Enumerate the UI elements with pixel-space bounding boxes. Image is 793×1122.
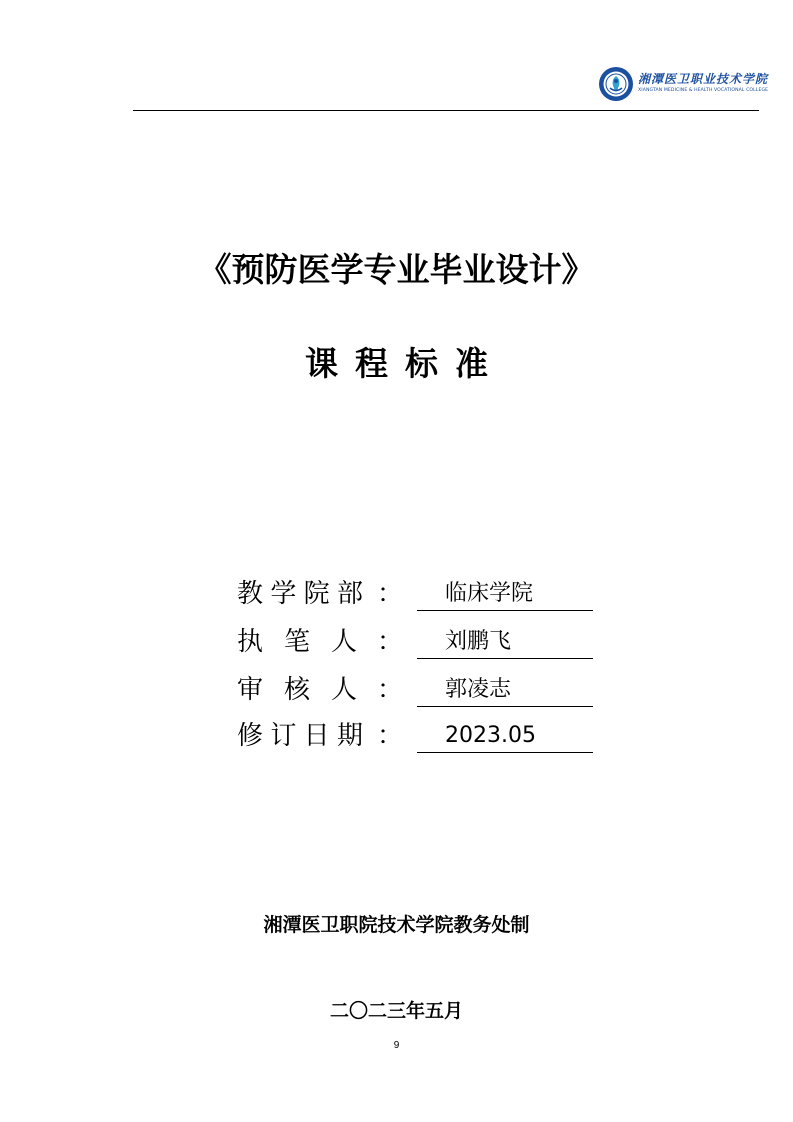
info-label-char: 院: [303, 579, 330, 609]
info-label: [237, 720, 363, 752]
info-value: 2023.05: [417, 720, 593, 753]
footer-organization: 湘潭医卫职院技术学院教务处制: [263, 914, 530, 936]
info-label: [237, 674, 357, 706]
info-label-char: 笔: [283, 627, 310, 657]
footer-date: 二〇二三年五月: [329, 1000, 463, 1022]
info-label-char: 人: [330, 675, 357, 705]
info-label-char: 订: [270, 721, 297, 751]
logo-text: 湘潭医卫职业技术学院: [638, 72, 769, 86]
info-value: 刘鹏飞: [417, 626, 593, 659]
info-value: 郭凌志: [417, 674, 593, 707]
info-colon: ：: [377, 675, 404, 705]
info-label-char: 期: [336, 721, 363, 751]
info-label-char: 部: [336, 579, 363, 609]
document-title: 《预防医学专业毕业设计》: [198, 250, 595, 289]
info-label-char: 学: [270, 579, 297, 609]
page-number: 9: [393, 1040, 400, 1051]
info-label-char: 人: [330, 627, 357, 657]
info-row-department: [237, 578, 597, 618]
info-row-revision-date: [237, 720, 597, 760]
info-row-reviewer: [237, 674, 597, 714]
info-label: [237, 626, 357, 658]
info-colon: ：: [377, 579, 404, 609]
college-logo: [598, 64, 769, 104]
logo-subtitle: XIANGTAN MEDICINE & HEALTH VOCATIONAL COLLEGE: [638, 88, 769, 93]
college-seal-icon: [598, 66, 634, 102]
document-subtitle: 课程标准: [305, 344, 505, 383]
header-rule: [133, 110, 759, 111]
info-colon: ：: [377, 721, 404, 751]
info-label-char: 核: [283, 675, 310, 705]
info-row-author: [237, 626, 597, 666]
info-label-char: 修: [237, 721, 264, 751]
info-label-char: 教: [237, 579, 264, 609]
info-value: 临床学院: [417, 578, 593, 611]
info-label: [237, 578, 363, 610]
info-colon: ：: [377, 627, 404, 657]
info-label-char: 审: [237, 675, 264, 705]
info-label-char: 执: [237, 627, 264, 657]
info-label-char: 日: [303, 721, 330, 751]
